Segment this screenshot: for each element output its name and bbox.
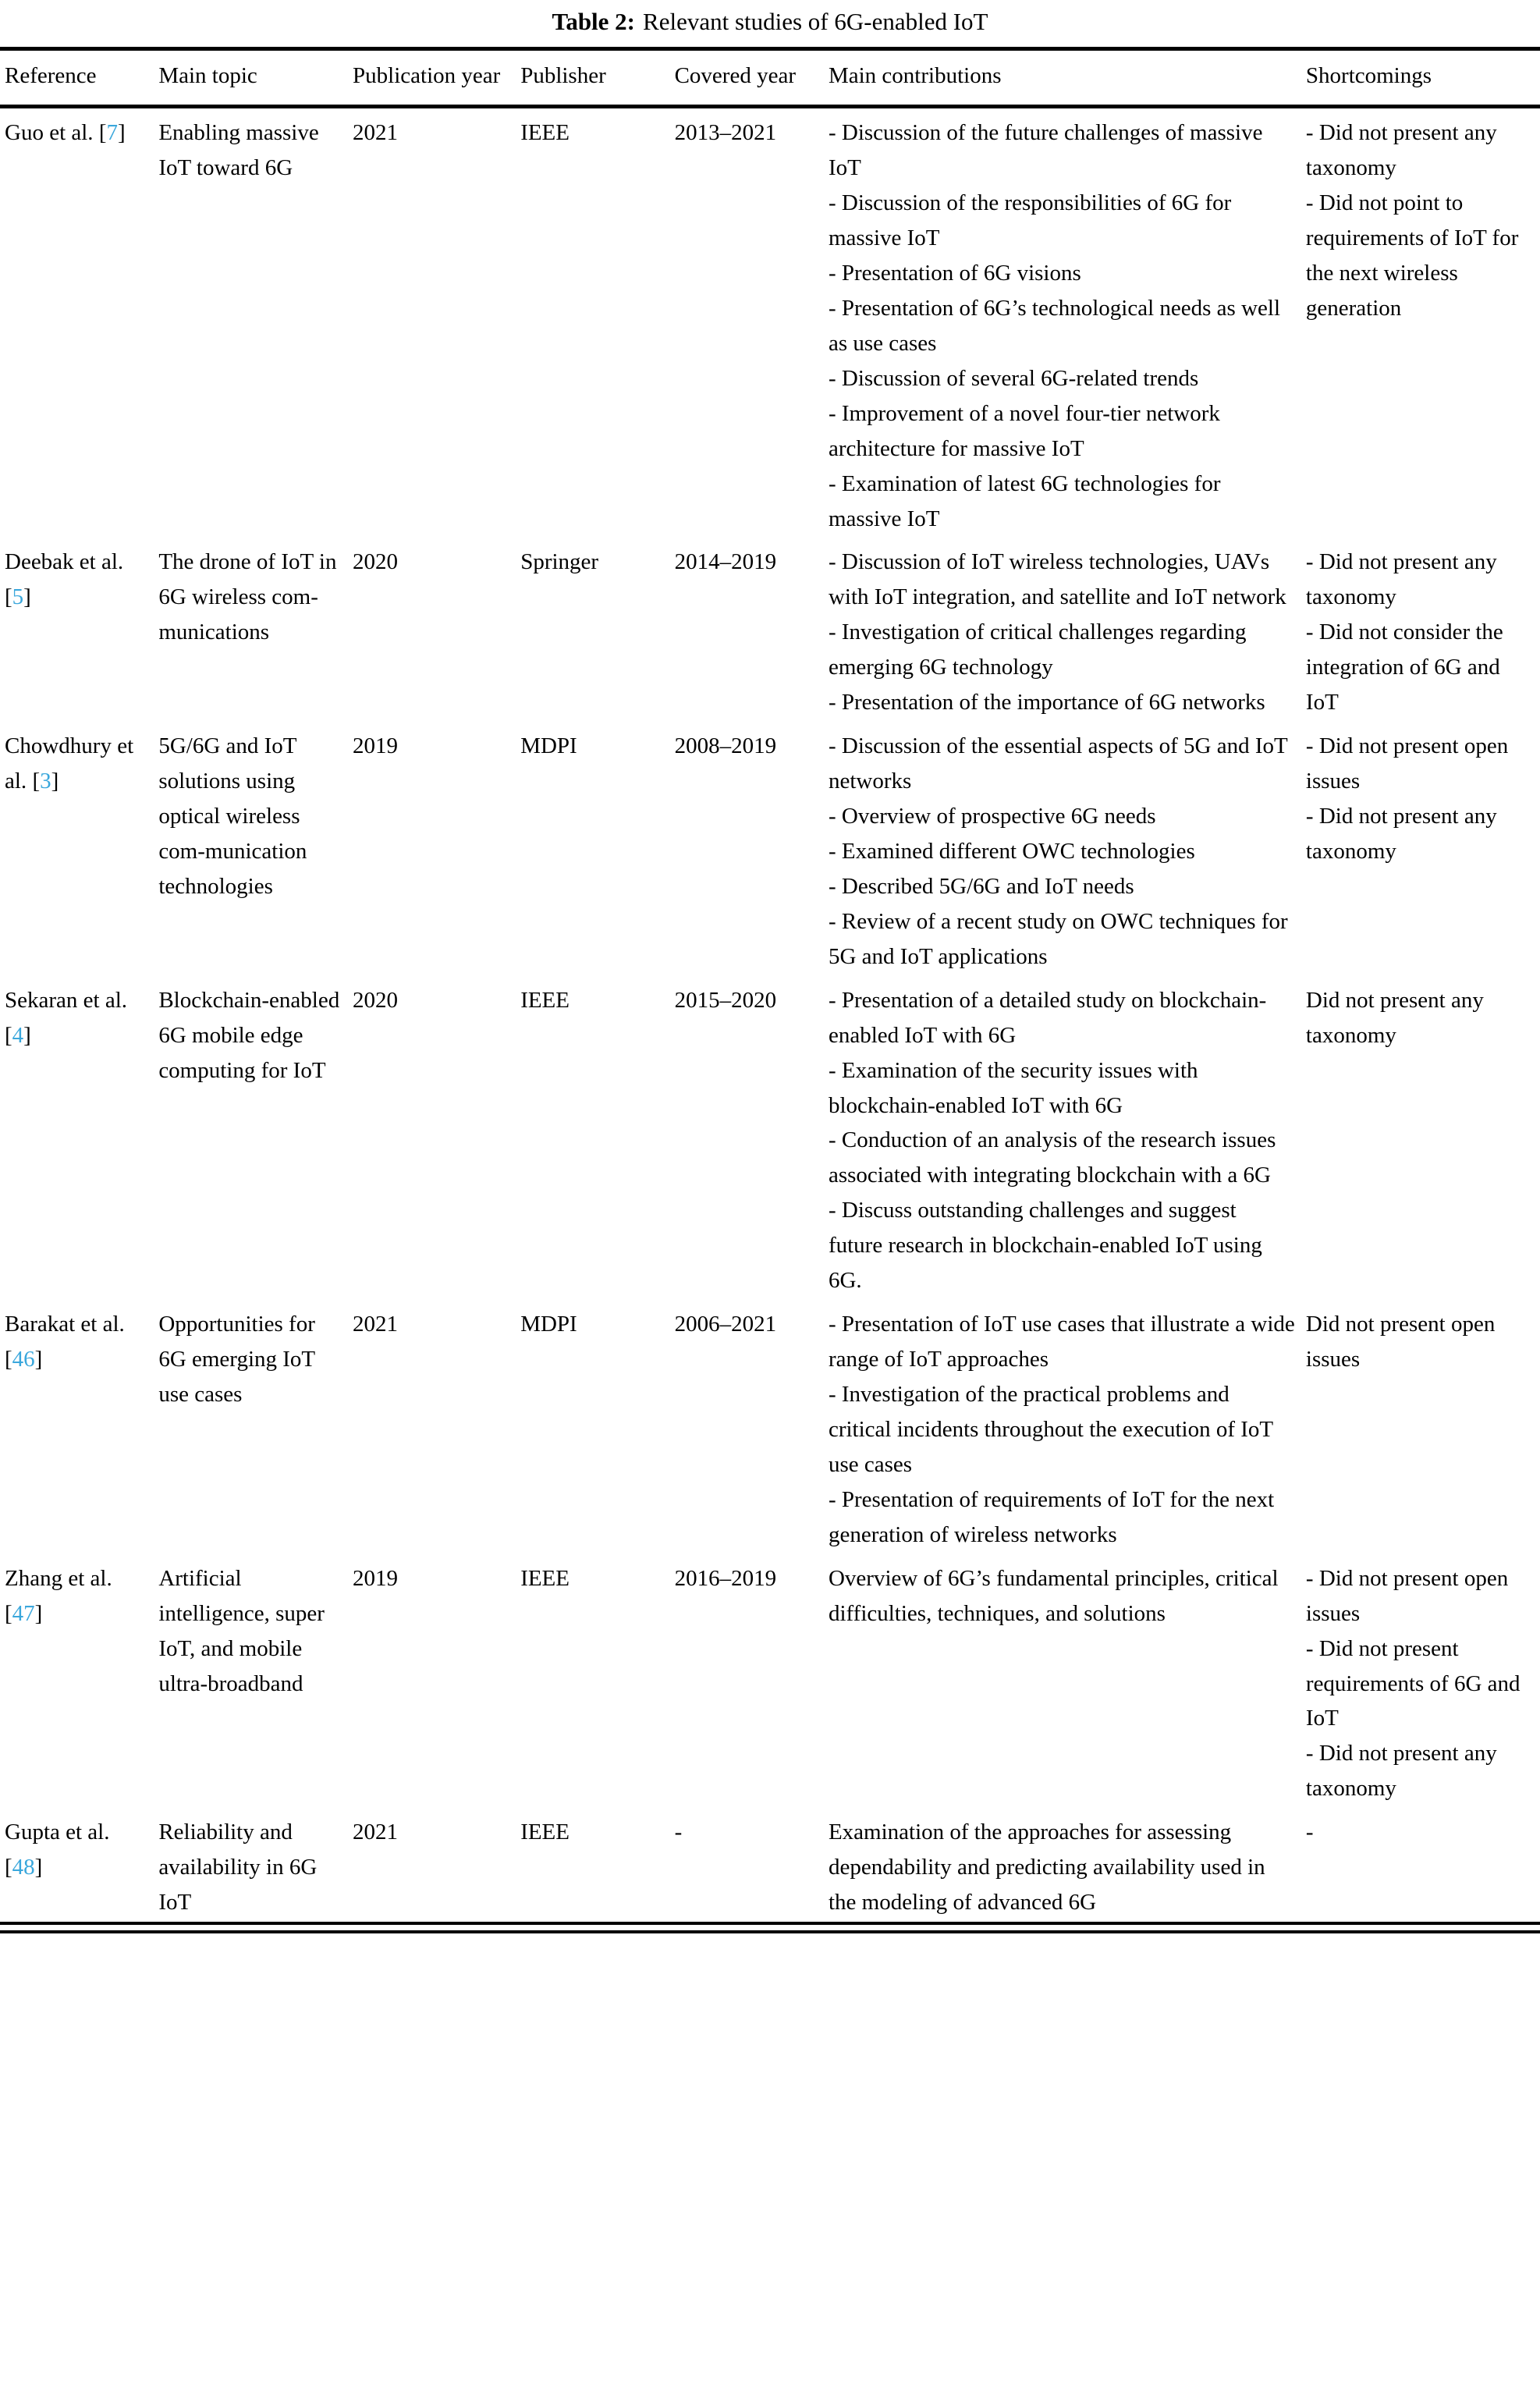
citation-close-bracket: ]: [51, 769, 59, 794]
study-row: [0, 976, 1540, 1300]
main-topic-cell: The drone of IoT in 6G wireless com-munications: [158, 549, 337, 645]
table-caption: [0, 6, 1540, 37]
publisher-cell: IEEE: [520, 987, 570, 1013]
publisher-cell: Springer: [520, 549, 599, 575]
citation-link[interactable]: 47: [12, 1600, 35, 1626]
citation: [32, 769, 59, 794]
publication-year-cell: 2020: [353, 549, 399, 575]
main-topic-cell: 5G/6G and IoT solutions using optical wireless com-munication technologies: [158, 733, 307, 899]
contribution-item: - Examination of the security issues with blockchain-enabled IoT with 6G: [828, 1057, 1198, 1118]
reference-name: Gupta et al.: [5, 1820, 110, 1845]
main-contributions-cell: [829, 1554, 1306, 1809]
citation: [99, 120, 126, 145]
covered-year-cell: 2015–2020: [674, 987, 777, 1013]
reference-cell: [0, 107, 158, 538]
shortcoming-item: - Did not present any taxonomy: [1305, 1741, 1497, 1802]
main-topic-cell: Blockchain-enabled 6G mobile edge computing for IoT: [158, 987, 340, 1083]
covered-year-cell: 2006–2021: [674, 1312, 777, 1337]
citation-open-bracket: [: [5, 1347, 12, 1372]
col-header-publisher: Publisher: [520, 49, 674, 107]
shortcomings-cell: [1306, 976, 1540, 1300]
main-contributions-cell: [829, 1300, 1306, 1554]
contribution-item: - Examined different OWC technologies: [828, 838, 1195, 864]
publication-year-cell: 2021: [353, 120, 399, 146]
contribution-item: - Discuss outstanding challenges and suggest future research in blockchain-enabled IoT using 6G.: [828, 1198, 1262, 1294]
shortcoming-item: - Did not present any taxonomy: [1305, 120, 1497, 181]
shortcomings-cell: [1306, 538, 1540, 722]
shortcoming-item: Did not present any taxonomy: [1305, 987, 1484, 1048]
reference-cell: [0, 976, 158, 1300]
citation-close-bracket: ]: [34, 1347, 43, 1372]
contribution-item: - Overview of prospective 6G needs: [828, 804, 1156, 829]
citation-open-bracket: [: [5, 1855, 12, 1880]
contribution-item: - Discussion of the future challenges of massive IoT: [828, 120, 1263, 181]
contribution-item: - Discussion of the responsibilities of 6G for massive IoT: [828, 190, 1232, 251]
contribution-item: - Discussion of the essential aspects of 5G and IoT networks: [828, 733, 1288, 794]
citation-open-bracket: [: [5, 584, 12, 610]
main-topic-cell: Opportunities for 6G emerging IoT use cases: [158, 1312, 315, 1408]
citation-link[interactable]: 48: [12, 1855, 35, 1880]
study-row: [0, 538, 1540, 722]
main-contributions-cell: [829, 722, 1306, 976]
reference-cell: [0, 722, 158, 976]
citation: [5, 1601, 42, 1626]
contribution-item: Overview of 6G’s fundamental principles, critical difficulties, techniques, and solutions: [828, 1565, 1279, 1626]
publication-year-cell: 2021: [353, 1820, 399, 1845]
table-bottom-rule: [0, 1922, 1540, 1933]
col-header-publication-year: Publication year: [353, 49, 520, 107]
contribution-item: - Presentation of 6G’s technological needs as well as use cases: [828, 295, 1281, 356]
contribution-item: - Presentation of 6G visions: [828, 260, 1081, 286]
shortcomings-cell: [1306, 107, 1540, 538]
citation-close-bracket: ]: [34, 1600, 43, 1626]
reference-name: Sekaran et al.: [5, 987, 128, 1013]
col-header-reference: Reference: [0, 49, 158, 107]
contribution-item: - Described 5G/6G and IoT needs: [828, 873, 1134, 899]
publisher-cell: IEEE: [520, 1820, 570, 1845]
shortcoming-item: - Did not consider the integration of 6G and IoT: [1305, 620, 1503, 715]
contribution-item: - Presentation of a detailed study on blockchain-enabled IoT with 6G: [828, 987, 1267, 1048]
reference-cell: [0, 1554, 158, 1809]
studies-table: [0, 47, 1540, 1922]
main-contributions-cell: [829, 1808, 1306, 1922]
shortcoming-item: - Did not present open issues: [1305, 733, 1509, 794]
citation-link[interactable]: 3: [40, 769, 51, 794]
reference-cell: [0, 538, 158, 722]
citation-open-bracket: [: [5, 1600, 12, 1626]
reference-cell: [0, 1300, 158, 1554]
main-contributions-cell: [829, 538, 1306, 722]
citation-open-bracket: [: [5, 1022, 12, 1048]
col-header-main-contributions: Main contributions: [829, 49, 1306, 107]
main-topic-cell: Reliability and availability in 6G IoT: [158, 1820, 318, 1915]
citation: [5, 1855, 42, 1880]
study-row: [0, 722, 1540, 976]
shortcoming-item: Did not present open issues: [1305, 1312, 1496, 1372]
contribution-item: - Conduction of an analysis of the research issues associated with integrating blockchain with a 6G: [828, 1127, 1276, 1188]
publisher-cell: IEEE: [520, 120, 570, 146]
study-row: [0, 1300, 1540, 1554]
citation-link[interactable]: 7: [106, 120, 118, 146]
citation-link[interactable]: 5: [12, 584, 24, 610]
contribution-item: - Review of a recent study on OWC techniques for 5G and IoT applications: [828, 908, 1288, 969]
main-contributions-cell: [829, 107, 1306, 538]
citation-close-bracket: ]: [34, 1855, 43, 1880]
shortcomings-cell: [1306, 722, 1540, 976]
publisher-cell: IEEE: [520, 1565, 570, 1591]
covered-year-cell: 2014–2019: [674, 549, 777, 575]
shortcomings-cell: [1306, 1808, 1540, 1922]
table-body: [0, 107, 1540, 1922]
publication-year-cell: 2020: [353, 987, 399, 1013]
shortcomings-cell: [1306, 1300, 1540, 1554]
reference-name: Deebak et al.: [5, 549, 124, 575]
contribution-item: - Improvement of a novel four-tier network architecture for massive IoT: [828, 400, 1220, 461]
reference-name: Guo et al.: [5, 120, 94, 146]
shortcoming-item: - Did not present any taxonomy: [1305, 804, 1497, 864]
col-header-covered-year: Covered year: [675, 49, 829, 107]
study-row: [0, 1808, 1540, 1922]
contribution-item: - Investigation of critical challenges regarding emerging 6G technology: [828, 620, 1247, 680]
reference-name: Chowdhury et al.: [5, 733, 134, 794]
covered-year-cell: 2013–2021: [674, 120, 777, 146]
publisher-cell: MDPI: [520, 1312, 577, 1337]
publication-year-cell: 2019: [353, 733, 399, 759]
publication-year-cell: 2021: [353, 1312, 399, 1337]
publisher-cell: MDPI: [520, 733, 577, 759]
covered-year-cell: 2016–2019: [674, 1565, 777, 1591]
contribution-item: - Presentation of the importance of 6G networks: [828, 690, 1265, 715]
col-header-main-topic: Main topic: [158, 49, 353, 107]
shortcoming-item: -: [1305, 1820, 1314, 1845]
covered-year-cell: 2008–2019: [674, 733, 777, 759]
main-topic-cell: Artificial intelligence, super IoT, and mobile ultra-broadband: [158, 1565, 325, 1696]
citation: [5, 1023, 31, 1048]
study-row: [0, 107, 1540, 538]
main-topic-cell: Enabling massive IoT toward 6G: [158, 120, 319, 181]
table-caption-text: Relevant studies of 6G-enabled IoT: [643, 8, 988, 35]
citation: [5, 1347, 42, 1372]
shortcoming-item: - Did not point to requirements of IoT for the next wireless generation: [1305, 190, 1519, 321]
contribution-item: - Investigation of the practical problems and critical incidents throughout the execution of IoT use cases: [828, 1382, 1273, 1477]
citation-link[interactable]: 4: [12, 1022, 24, 1048]
contribution-item: - Examination of latest 6G technologies for massive IoT: [828, 470, 1221, 531]
col-header-shortcomings: Shortcomings: [1306, 49, 1540, 107]
publication-year-cell: 2019: [353, 1565, 399, 1591]
covered-year-cell: -: [674, 1820, 683, 1845]
reference-cell: [0, 1808, 158, 1922]
citation-close-bracket: ]: [23, 1022, 31, 1048]
shortcoming-item: - Did not present any taxonomy: [1305, 549, 1497, 610]
contribution-item: Examination of the approaches for assessing dependability and predicting availability used in the modeling of advanced 6G: [828, 1820, 1265, 1915]
citation-open-bracket: [: [32, 769, 41, 794]
study-row: [0, 1554, 1540, 1809]
contribution-item: - Presentation of requirements of IoT for the next generation of wireless networks: [828, 1486, 1275, 1547]
reference-name: Barakat et al.: [5, 1312, 125, 1337]
citation-close-bracket: ]: [23, 584, 31, 610]
shortcomings-cell: [1306, 1554, 1540, 1809]
contribution-item: - Presentation of IoT use cases that illustrate a wide range of IoT approaches: [828, 1312, 1295, 1372]
header-row: [0, 49, 1540, 107]
reference-name: Zhang et al.: [5, 1565, 112, 1591]
table-caption-label: Table 2:: [552, 8, 636, 35]
citation-link[interactable]: 46: [12, 1347, 35, 1372]
citation-open-bracket: [: [98, 120, 107, 146]
main-contributions-cell: [829, 976, 1306, 1300]
shortcoming-item: - Did not present requirements of 6G and IoT: [1305, 1635, 1520, 1731]
citation-close-bracket: ]: [117, 120, 126, 146]
contribution-item: - Discussion of several 6G-related trends: [828, 365, 1199, 391]
shortcoming-item: - Did not present open issues: [1305, 1565, 1509, 1626]
citation: [5, 584, 31, 609]
contribution-item: - Discussion of IoT wireless technologies, UAVs with IoT integration, and satellite and IoT network: [828, 549, 1286, 610]
